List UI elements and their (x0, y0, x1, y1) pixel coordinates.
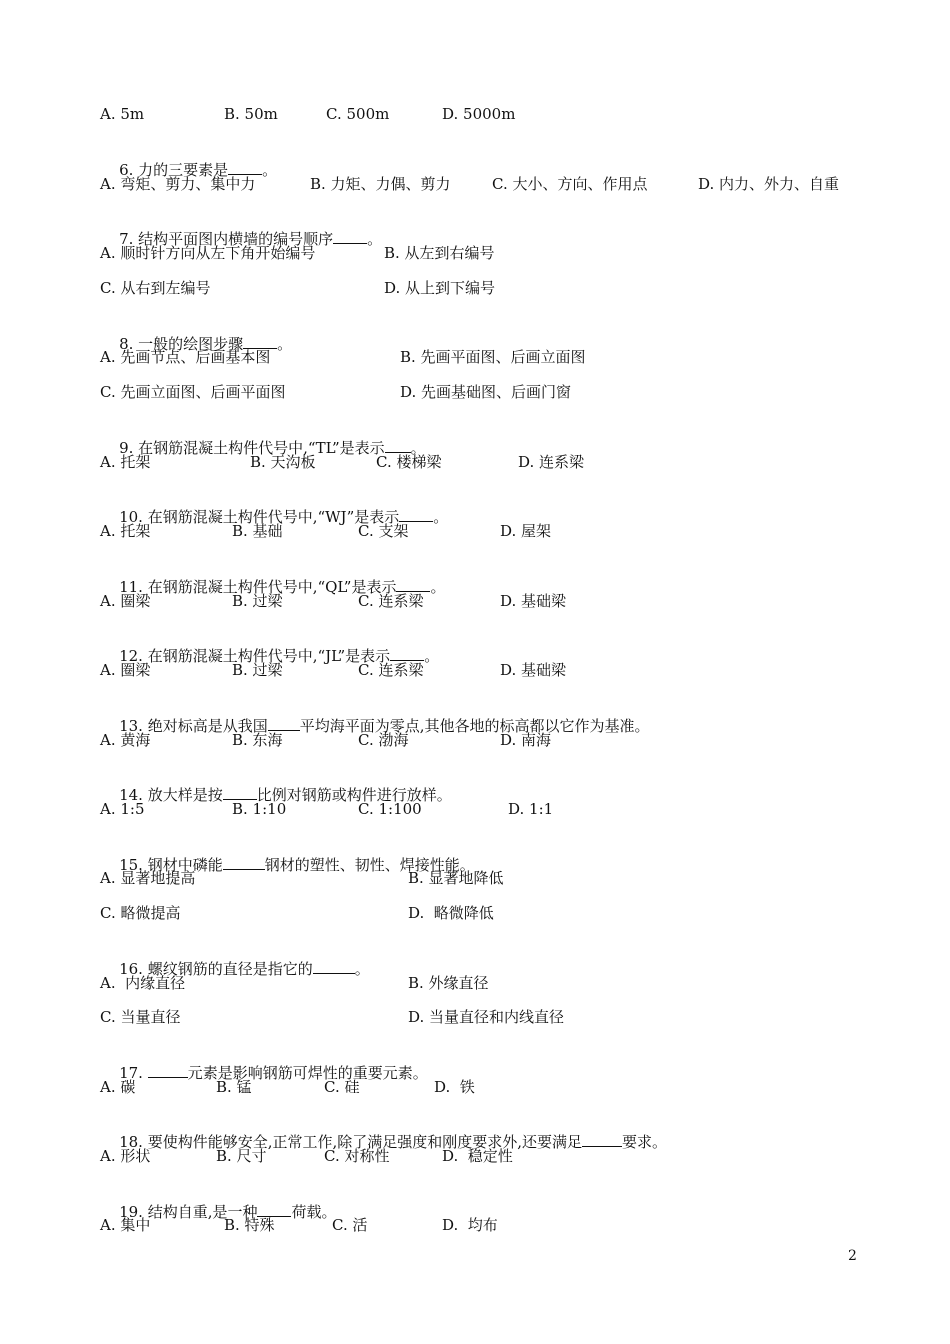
answer-blank (333, 228, 367, 244)
option-item: D. 内力、外力、自重 (698, 175, 840, 193)
option-item: A. 显著地提高 (100, 869, 196, 887)
option-item: D. 基础梁 (500, 592, 567, 610)
option-item: A. 集中 (100, 1216, 151, 1234)
question-stem: 9. 在钢筋混凝土构件代号中,“TL”是表示 (119, 439, 385, 457)
question-16 (100, 938, 370, 978)
option-item: B. 基础 (232, 522, 283, 540)
question-6 (100, 139, 278, 179)
question-stem: 12. 在钢筋混凝土构件代号中,“JL”是表示 (119, 647, 391, 665)
option-item: A. 托架 (100, 522, 151, 540)
option-item: B. 过梁 (232, 592, 283, 610)
answer-blank (223, 854, 265, 870)
question-tail: 元素是影响钢筋可焊性的重要元素。 (187, 1064, 428, 1082)
question-19 (100, 1181, 337, 1221)
option-item: B. 从左到右编号 (384, 244, 495, 262)
option-item: C. 对称性 (324, 1147, 390, 1165)
question-tail: 荷载。 (291, 1203, 337, 1221)
question-stem: 7. 结构平面图内横墙的编号顺序 (119, 230, 334, 248)
question-tail: 。 (262, 161, 278, 179)
option-item: D. 屋架 (500, 522, 552, 540)
option-item: B. 先画平面图、后画立面图 (400, 348, 586, 366)
option-item: B. 尺寸 (216, 1147, 267, 1165)
question-12 (100, 625, 440, 665)
answer-blank (268, 715, 300, 731)
question-tail: 平均海平面为零点,其他各地的标高都以它作为基准。 (299, 717, 650, 735)
option-item: B. 1:10 (232, 800, 287, 818)
question-13 (100, 695, 650, 735)
answer-blank (399, 506, 433, 522)
answer-blank (228, 159, 262, 175)
option-item: A. 5m (100, 105, 145, 123)
option-item: D. 当量直径和内线直径 (408, 1008, 565, 1026)
option-item: D. 连系梁 (518, 453, 585, 471)
option-item: D. 先画基础图、后画门窗 (400, 383, 572, 401)
page-number: 2 (848, 1248, 857, 1264)
option-item: C. 1:100 (358, 800, 422, 818)
option-item: B. 外缘直径 (408, 974, 489, 992)
option-item: D. 铁 (434, 1078, 475, 1096)
option-item: B. 东海 (232, 731, 283, 749)
option-item: A. 内缘直径 (100, 974, 186, 992)
question-tail: 。 (354, 960, 370, 978)
option-item: A. 形状 (100, 1147, 151, 1165)
option-item: C. 楼梯梁 (376, 453, 442, 471)
question-stem: 19. 结构自重,是一种 (119, 1203, 258, 1221)
answer-blank (396, 576, 430, 592)
option-item: B. 过梁 (232, 661, 283, 679)
option-item: D. 略微降低 (408, 904, 494, 922)
question-stem: 15. 钢材中磷能 (119, 856, 223, 874)
option-item: A. 碳 (100, 1078, 136, 1096)
option-item: D. 5000m (442, 105, 516, 123)
option-item: D. 稳定性 (442, 1147, 513, 1165)
answer-blank (148, 1062, 188, 1078)
option-item: C. 500m (326, 105, 390, 123)
question-stem: 10. 在钢筋混凝土构件代号中,“WJ”是表示 (119, 508, 400, 526)
option-item: A. 托架 (100, 453, 151, 471)
option-item: A. 先画节点、后画基本图 (100, 348, 271, 366)
option-item: C. 先画立面图、后画平面图 (100, 383, 286, 401)
option-item: C. 活 (332, 1216, 368, 1234)
option-item: B. 特殊 (224, 1216, 275, 1234)
question-stem: 8. 一般的绘图步骤 (119, 335, 244, 353)
option-item: D. 从上到下编号 (384, 279, 496, 297)
question-stem: 14. 放大样是按 (119, 786, 223, 804)
answer-blank (385, 437, 411, 453)
option-item: C. 渤海 (358, 731, 409, 749)
question-15 (100, 834, 475, 874)
question-11 (100, 556, 446, 596)
option-item: C. 连系梁 (358, 592, 424, 610)
question-tail: 比例对钢筋或构件进行放样。 (256, 786, 452, 804)
question-tail: 钢材的塑性、韧性、焊接性能。 (264, 856, 475, 874)
option-item: A. 1:5 (100, 800, 145, 818)
option-item: B. 50m (224, 105, 278, 123)
question-tail: 。 (277, 335, 293, 353)
option-item: A. 弯矩、剪力、集中力 (100, 175, 256, 193)
answer-blank (313, 958, 355, 974)
question-stem: 13. 绝对标高是从我国 (119, 717, 268, 735)
option-item: B. 力矩、力偶、剪力 (310, 175, 451, 193)
question-stem: 6. 力的三要素是 (119, 161, 229, 179)
question-17 (100, 1042, 428, 1082)
option-item: A. 黄海 (100, 731, 151, 749)
option-item: A. 圈梁 (100, 592, 151, 610)
option-item: C. 大小、方向、作用点 (492, 175, 648, 193)
option-item: C. 连系梁 (358, 661, 424, 679)
question-14 (100, 764, 452, 804)
question-tail: 。 (424, 647, 440, 665)
question-18 (100, 1111, 668, 1151)
question-stem: 16. 螺纹钢筋的直径是指它的 (119, 960, 313, 978)
question-tail: 。 (430, 578, 446, 596)
option-item: C. 硅 (324, 1078, 360, 1096)
option-item: C. 从右到左编号 (100, 279, 211, 297)
option-item: B. 显著地降低 (408, 869, 504, 887)
option-item: D. 均布 (442, 1216, 498, 1234)
question-tail: 。 (367, 230, 383, 248)
option-item: D. 南海 (500, 731, 552, 749)
answer-blank (223, 784, 257, 800)
question-10 (100, 486, 449, 526)
option-item: D. 基础梁 (500, 661, 567, 679)
question-9 (100, 417, 426, 457)
option-item: B. 锰 (216, 1078, 252, 1096)
question-tail: 。 (433, 508, 449, 526)
question-tail: 要求。 (622, 1133, 668, 1151)
option-item: D. 1:1 (508, 800, 554, 818)
option-item: C. 当量直径 (100, 1008, 181, 1026)
question-7 (100, 208, 383, 248)
option-item: C. 略微提高 (100, 904, 181, 922)
question-8 (100, 313, 293, 353)
option-item: C. 支架 (358, 522, 409, 540)
option-item: A. 圈梁 (100, 661, 151, 679)
question-tail: 。 (410, 439, 426, 457)
answer-blank (390, 645, 424, 661)
answer-blank (582, 1131, 622, 1147)
question-stem: 17. (119, 1064, 148, 1082)
question-stem: 11. 在钢筋混凝土构件代号中,“QL”是表示 (119, 578, 397, 596)
option-item: B. 天沟板 (250, 453, 316, 471)
option-item: A. 顺时针方向从左下角开始编号 (100, 244, 316, 262)
question-stem: 18. 要使构件能够安全,正常工作,除了满足强度和刚度要求外,还要满足 (119, 1133, 583, 1151)
